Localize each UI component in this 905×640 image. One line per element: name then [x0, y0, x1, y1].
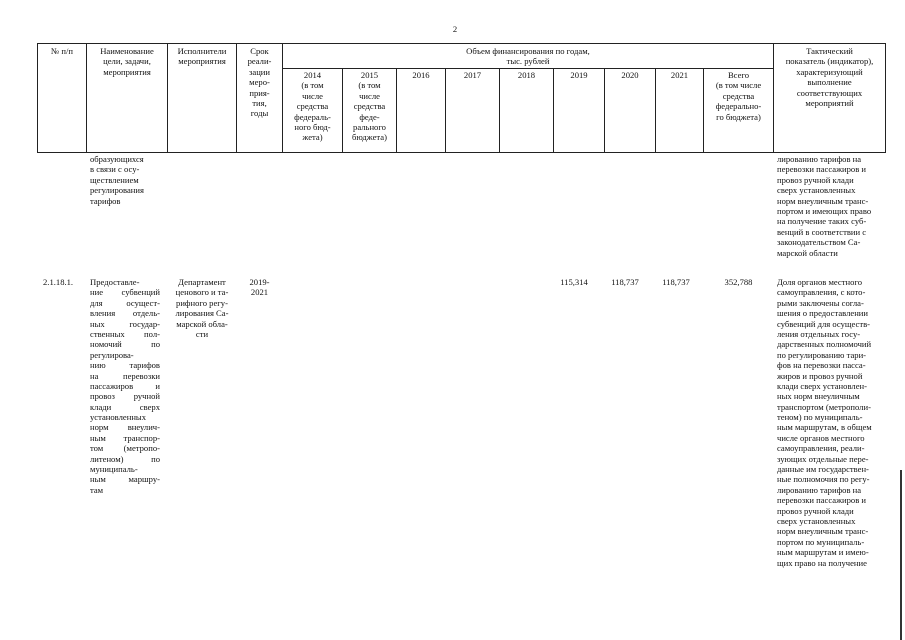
continuation-name: образующихся в связи с осу- ществлением регулирования тарифов [90, 154, 144, 206]
header-total: Всего (в том числе средства федерально- го бюджета) [715, 70, 762, 122]
header-name: Наименование цели, задачи, мероприятия [100, 46, 154, 77]
header-term: Срок реали- зации меро- прия- тия, годы [247, 46, 272, 119]
page-number: 2 [452, 24, 458, 34]
scan-edge-mark [900, 470, 902, 640]
header-year-2017: 2017 [463, 70, 482, 80]
row-total: 352,788 [724, 277, 753, 287]
header-year-2021: 2021 [670, 70, 689, 80]
header-year-2020: 2020 [621, 70, 639, 80]
row-indicator: Доля органов местного самоуправления, с кото- рыми заключены согла- шения о предоставлении субвенций для осуществ- ления отдельных госу- дарственных полномочий по регулированию тари- фов на перевозки пасса- жиров и провоз ручной клади сверх установлен- ных норм внеуличным транспортом (метрополи- теном) по муниципаль- ным маршрутам, в общем числе органов местного самоуправления, реали- зующих отдельные пере- данные им государствен- ные полномочия по регу- лированию тарифов на перевозки пассажиров и провоз ручной клади сверх установленных норм внеуличным транс- портом по муниципаль- ным маршрутам и имею- щих право на получение [777, 277, 872, 568]
row-value-2021: 118,737 [662, 277, 690, 287]
row-name: Предоставле- ние субвенций для осущест- вления отдель- ных государ- ственных пол- номочий по регулирова- нию тарифов на перевозки пассажиров и провоз ручной клади сверх установленных норм внеулич- ным транспор- том (метропо- литеном) по муниципаль- ным маршру- там [90, 277, 160, 495]
header-year-2019: 2019 [570, 70, 588, 80]
header-executors: Исполнители мероприятия [177, 46, 227, 67]
header-financing: Объем финансирования по годам, тыс. рублей [466, 46, 590, 67]
continuation-indicator: лированию тарифов на перевозки пассажиров и провоз ручной клади сверх установленных норм внеуличным транс- портом и имеющих право на получение таких суб- венций в соответствии с законодательством Са- марской области [777, 154, 872, 258]
row-number: 2.1.18.1. [43, 277, 74, 287]
header-year-2015: 2015 (в том числе средства феде- рального бюджета) [352, 70, 387, 143]
row-executor: Департамент ценового и та- рифного регу- лирования Са- марской обла- сти [175, 277, 229, 339]
header-number: № п/п [51, 46, 73, 56]
header-year-2018: 2018 [517, 70, 536, 80]
header-indicator: Тактический показатель (индикатор), характеризующий выполнение соответствующих мероприятий [785, 46, 874, 108]
row-value-2019: 115,314 [560, 277, 588, 287]
header-year-2014: 2014 (в том числе средства федераль- ного бюд- жета) [294, 70, 331, 143]
header-year-2016: 2016 [412, 70, 430, 80]
row-value-2020: 118,737 [611, 277, 639, 287]
row-term: 2019- 2021 [249, 277, 270, 298]
